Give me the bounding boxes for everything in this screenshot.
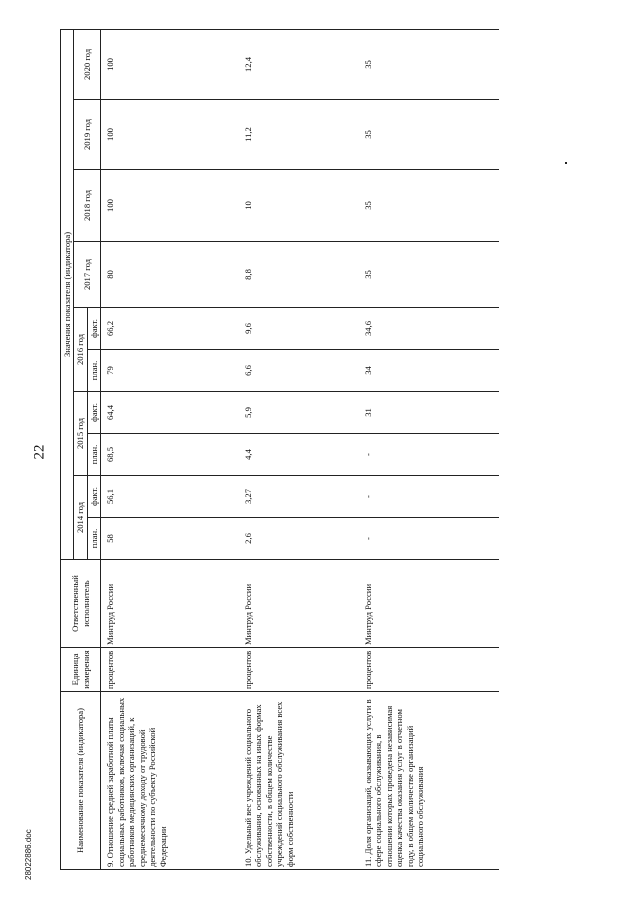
rotated-table-wrapper [60, 30, 499, 870]
value-2018: 10 [239, 170, 359, 242]
header-year-2016: 2016 год [74, 308, 87, 392]
header-2015-plan: план. [87, 434, 100, 476]
value-2015-plan: 68,5 [101, 434, 239, 476]
indicator-name: Отношение средней заработной платы социальных работников, включая социальных работников медицинских организаций, к среднемесячному доходу от трудовой деятельности по субъекту Российской Федерации [105, 697, 168, 867]
value-2018: 100 [101, 170, 239, 242]
table-row [239, 29, 359, 869]
value-2018: 35 [359, 170, 499, 242]
indicator-name-cell [359, 692, 499, 870]
value-2020: 35 [359, 29, 499, 99]
header-row-1 [61, 29, 74, 869]
value-2014-plan: 58 [101, 518, 239, 560]
unit-cell: процентов [101, 648, 239, 692]
stray-mark [565, 162, 567, 164]
footer-filename-text: 28022886.doc [24, 829, 33, 880]
value-2015-plan: 4,4 [239, 434, 359, 476]
header-2015-fact: факт. [87, 392, 100, 434]
header-year-2020: 2020 год [74, 29, 101, 99]
row-number: 10. [242, 856, 253, 867]
header-2016-plan: план. [87, 350, 100, 392]
value-2016-fact: 34,6 [359, 308, 499, 350]
value-2016-fact: 9,6 [239, 308, 359, 350]
executor-cell: Минтруд России [101, 560, 239, 648]
value-2015-plan: - [359, 434, 499, 476]
executor-cell: Минтруд России [359, 560, 499, 648]
header-year-2017: 2017 год [74, 242, 101, 308]
executor-cell: Минтруд России [239, 560, 359, 648]
value-2014-plan: - [359, 518, 499, 560]
row-number: 11. [362, 856, 373, 867]
header-year-2018: 2018 год [74, 170, 101, 242]
value-2014-fact: 3,27 [239, 476, 359, 518]
value-2015-fact: 5,9 [239, 392, 359, 434]
value-2016-plan: 34 [359, 350, 499, 392]
value-2015-fact: 64,4 [101, 392, 239, 434]
value-2016-plan: 6,6 [239, 350, 359, 392]
value-2014-plan: 2,6 [239, 518, 359, 560]
unit-cell: процентов [359, 648, 499, 692]
value-2015-fact: 31 [359, 392, 499, 434]
indicators-table [60, 29, 499, 870]
indicator-name: Доля организаций, оказывающих услуги в сфере социального обслуживания, в отношении которых проведена независимая оценка качества оказания услуг в отчетном году, в общем количестве организаций социального обслуживания [362, 699, 426, 867]
table-row [101, 29, 239, 869]
header-2016-fact: факт. [87, 308, 100, 350]
header-year-2015: 2015 год [74, 392, 87, 476]
header-year-2019: 2019 год [74, 100, 101, 170]
value-2020: 12,4 [239, 29, 359, 99]
page-number-text: 22 [31, 444, 48, 460]
table-row [359, 29, 499, 869]
header-values-group: Значения показателя (индикатора) [61, 29, 74, 559]
value-2019: 100 [101, 100, 239, 170]
indicator-name-cell [101, 692, 239, 870]
value-2016-fact: 66,2 [101, 308, 239, 350]
header-indicator-name: Наименование показателя (индикатора) [61, 692, 101, 870]
unit-cell: процентов [239, 648, 359, 692]
value-2019: 35 [359, 100, 499, 170]
header-2014-fact: факт. [87, 476, 100, 518]
value-2014-fact: - [359, 476, 499, 518]
value-2017: 80 [101, 242, 239, 308]
indicator-name: Удельный вес учреждений социального обслуживания, основанных на иных формах собственности, в общем количестве учреждений социального обслуживания всех форм собственности [242, 701, 295, 867]
header-executor: Ответственный исполнитель [61, 560, 101, 648]
header-unit: Единица измерения [61, 648, 101, 692]
value-2017: 8,8 [239, 242, 359, 308]
value-2017: 35 [359, 242, 499, 308]
value-2016-plan: 79 [101, 350, 239, 392]
indicator-name-cell [239, 692, 359, 870]
value-2020: 100 [101, 29, 239, 99]
value-2019: 11,2 [239, 100, 359, 170]
value-2014-fact: 56,1 [101, 476, 239, 518]
header-2014-plan: план. [87, 518, 100, 560]
row-number: 9. [105, 860, 116, 867]
header-year-2014: 2014 год [74, 476, 87, 560]
